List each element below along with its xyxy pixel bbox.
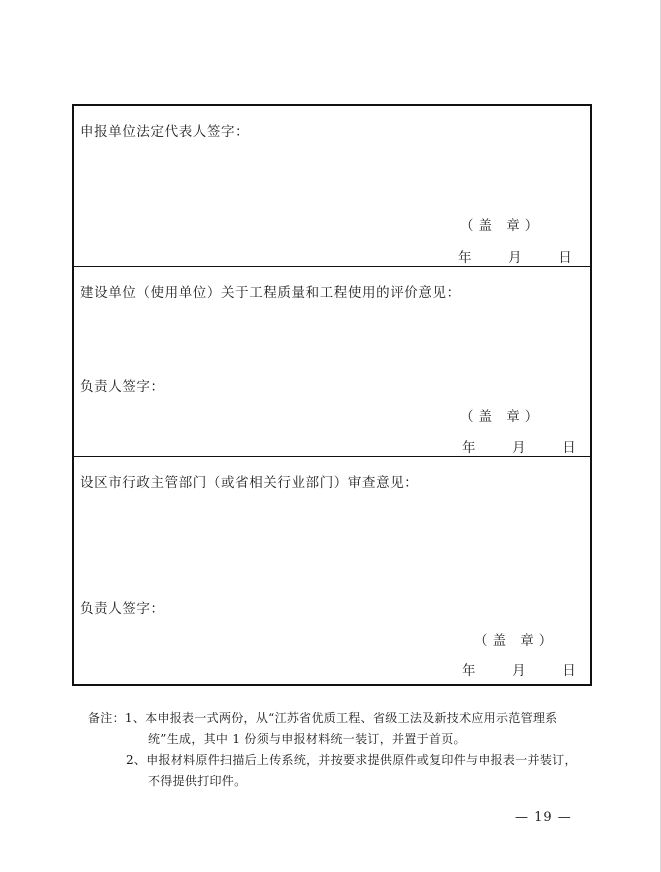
authority-review-section [74,457,590,686]
construction-unit-heading: 建设单位（使用单位）关于工程质量和工程使用的评价意见： [80,285,461,301]
date-line [458,246,572,266]
day-label: 日 [562,440,576,456]
responsible-person-signature: 负责人签字： [80,601,165,617]
note-item-1-line-2: 统”生成，其中 1 份须与申报材料统一装订，并置于首页。 [148,732,466,746]
date-line [462,436,576,456]
month-label: 月 [512,663,526,679]
note-item-1-line-1: 1、本申报表一式两份，从“江苏省优质工程、省级工法及新技术应用示范管理系 [124,711,558,725]
notes-block [88,708,588,792]
day-label: 日 [558,250,572,266]
day-label: 日 [562,663,576,679]
date-line [462,659,576,679]
notes-label: 备注： [88,711,125,725]
legal-representative-section [74,106,590,267]
seal-label: （盖 章） [460,409,544,425]
year-label: 年 [462,440,476,456]
seal-label: （盖 章） [474,633,558,649]
year-label: 年 [458,250,472,266]
authority-review-heading: 设区市行政主管部门（或省相关行业部门）审查意见： [80,475,419,491]
month-label: 月 [508,250,522,266]
construction-unit-section [74,267,590,457]
page-number: — 19 — [515,810,572,825]
responsible-person-signature: 负责人签字： [80,379,165,395]
note-item-2-line-1: 2、申报材料原件扫描后上传系统，并按要求提供原件或复印件与申报表一并装订， [126,753,577,767]
form-table [72,104,592,686]
note-item-1 [88,708,588,729]
note-item-2-line-2: 不得提供打印件。 [148,774,247,788]
seal-label: （盖 章） [460,218,544,234]
year-label: 年 [462,663,476,679]
month-label: 月 [512,440,526,456]
legal-representative-heading: 申报单位法定代表人签字： [80,124,250,140]
